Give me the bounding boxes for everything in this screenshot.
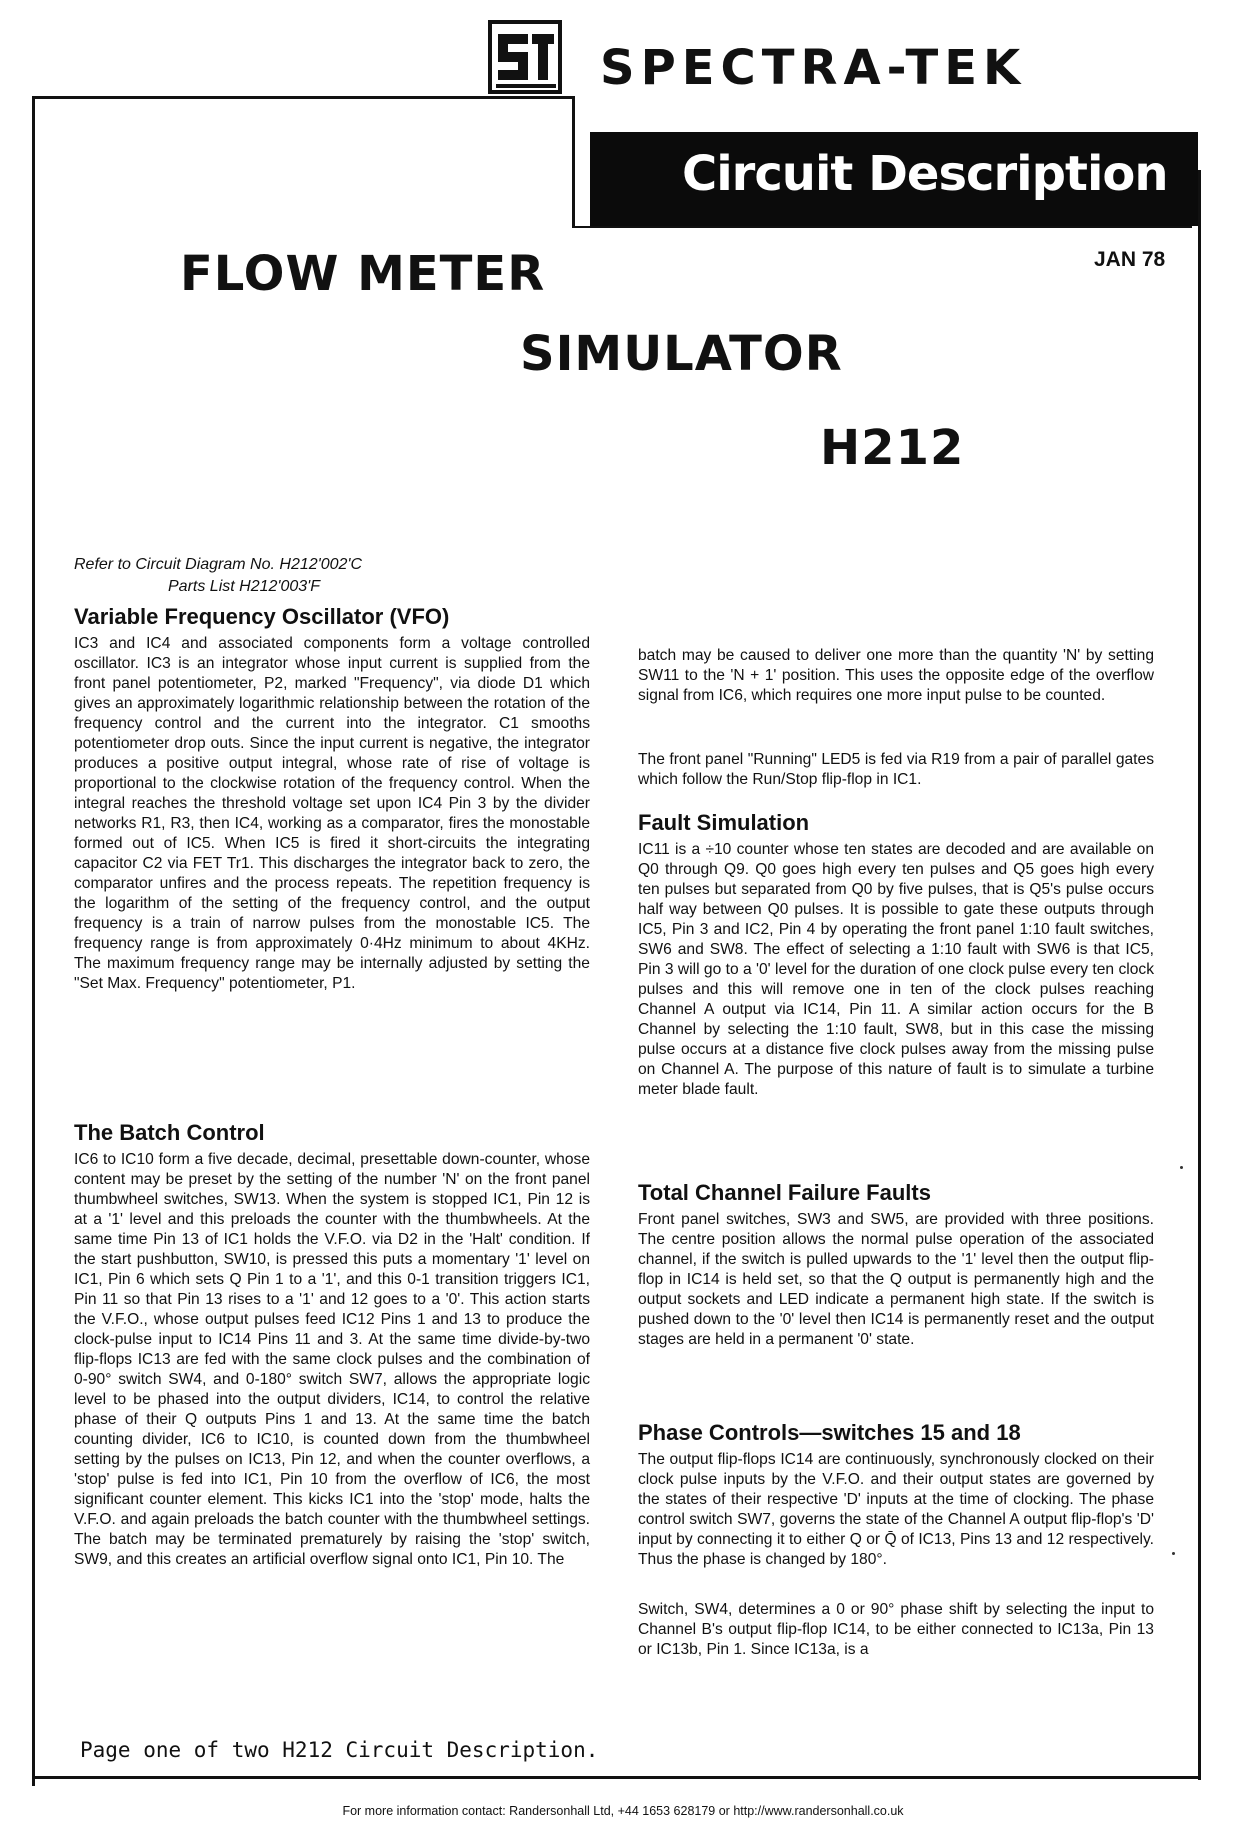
frame-border-right	[1198, 170, 1201, 1780]
page-note: Page one of two H212 Circuit Description.	[80, 1738, 599, 1762]
batch-continuation-paragraph: batch may be caused to deliver one more than the quantity 'N' by setting SW11 to the 'N + 1' position. This uses the opposite edge of the overflow signal from IC6, which requires one more input pulse to be counted.	[638, 647, 1154, 704]
phase-controls-paragraph: The output flip-flops IC14 are continuously, synchronously clocked on their clock pulse inputs by the V.F.O. and their output states are governed by the states of their respective 'D' inputs at the time of clocking. The phase control switch SW7, governs the state of the Channel A output flip-flop's 'D' input by connecting it to either Q or Q̄ of IC13, Pins 13 and 12 respectively. Thus the phase is changed by 180°.	[638, 1451, 1154, 1568]
total-failure-paragraph: Front panel switches, SW3 and SW5, are provided with three positions. The centre position allows the normal pulse operation of the associated channel, if the switch is pulled upwards to the '1' level then the output flip-flop in IC14 is held set, so that the Q output is permanently high and the output sockets and LED indicate a permanent high state. If the switch is pushed down to the '0' level then IC14 is permanently reset and the output stages are held in a permanent '0' state.	[638, 1211, 1154, 1348]
title-line-1: FLOW METER	[180, 246, 546, 302]
batch-control-heading: The Batch Control	[74, 1120, 265, 1145]
frame-border-bottom	[32, 1776, 1201, 1779]
frame-border-left	[32, 96, 35, 1786]
scan-speck	[1180, 1166, 1183, 1169]
frame-border-top	[32, 96, 572, 99]
fault-simulation-paragraph: IC11 is a ÷10 counter whose ten states are decoded and are available on Q0 through Q9. Q0 goes high every ten pulses and Q5 goes high every ten pulses but separated from Q0 by five pulses, that is Q5's pulse occurs half way between Q0 pulses. It is possible to gate these outputs through IC5, Pin 3 and IC2, Pin 4 by operating the front panel 1:10 fault switches, SW6 and SW8. The effect of selecting a 1:10 fault with SW6 is that IC5, Pin 3 will go to a '0' level for the duration of one clock pulse every ten clock pulses and this will remove one in ten of the clock pulses reaching Channel A output via IC14, Pin 11. A similar action occurs for the B Channel by selecting the 1:10 fault, SW8, but in this case the missing pulse occurs at a distance five clock pulses away from the missing pulse on Channel A. The purpose of this nature of fault is to simulate a turbine meter blade fault.	[638, 841, 1154, 1098]
phase-controls-heading: Phase Controls—switches 15 and 18	[638, 1420, 1021, 1445]
contact-line: For more information contact: Randersonhall Ltd, +44 1653 628179 or http://www.randersonhall.co.uk	[342, 1804, 904, 1818]
phase-shift-paragraph: Switch, SW4, determines a 0 or 90° phase shift by selecting the input to Channel B's output flip-flop IC14, to be either connected to IC13a, Pin 13 or IC13b, Pin 1. Since IC13a, is a	[638, 1601, 1154, 1658]
title-line-2: SIMULATOR	[520, 326, 843, 382]
spectra-tek-logo-icon	[488, 20, 562, 94]
circuit-diagram-reference: Refer to Circuit Diagram No. H212'002'C	[74, 556, 362, 573]
vfo-paragraph: IC3 and IC4 and associated components form a voltage controlled oscillator. IC3 is an integrator whose input current is supplied from the front panel potentiometer, P2, marked "Frequency", via diode D1 which gives an approximately logarithmic relationship between the rotation of the frequency control and the current into the integrator. C1 smooths potentiometer drop outs. Since the input current is negative, the integrator produces a positive output integral, whose rate of rise of voltage is proportional to the clockwise rotation of the frequency control. When the integral reaches the threshold voltage set upon IC4 Pin 3 by the divider networks R1, R3, then IC4, working as a comparator, fires the monostable formed out of IC5. When IC5 is fired it short-circuits the integrating capacitor C2 via FET Tr1. This discharges the integrator back to zero, the comparator unfires and the process repeats. The repetition frequency is the logarithm of the setting of the frequency control, and the output frequency is a train of narrow pulses from the monostable IC5. The frequency range is from approximately 0·4Hz minimum to about 4KHz. The maximum frequency range may be internally adjusted by setting the "Set Max. Frequency" potentiometer, P1.	[74, 635, 590, 992]
total-failure-heading: Total Channel Failure Faults	[638, 1180, 931, 1205]
frame-border-inner-bottom	[572, 226, 1192, 228]
document-type-banner	[590, 132, 1198, 226]
running-led-paragraph: The front panel "Running" LED5 is fed via R19 from a pair of parallel gates which follow the Run/Stop flip-flop in IC1.	[638, 751, 1154, 788]
document-date: JAN 78	[1094, 248, 1166, 271]
vfo-heading: Variable Frequency Oscillator (VFO)	[74, 604, 450, 629]
parts-list-reference: Parts List H212'003'F	[168, 578, 320, 595]
banner-title: Circuit Description	[682, 146, 1168, 202]
fault-simulation-heading: Fault Simulation	[638, 810, 810, 835]
brand-name: SPECTRA-TEK	[600, 40, 1027, 96]
scan-speck	[1172, 1552, 1175, 1555]
frame-border-inner	[572, 96, 575, 226]
batch-control-paragraph: IC6 to IC10 form a five decade, decimal, presettable down-counter, whose content may be preset by the setting of the number 'N' on the front panel thumbwheel switches, SW13. When the system is stopped IC1, Pin 12 is at a '1' level and this preloads the counter with the thumbwheels. At the same time Pin 13 of IC1 holds the V.F.O. via D2 in the 'Halt' condition. If the start pushbutton, SW10, is pressed this puts a momentary '1' level on IC1, Pin 6 which sets Q Pin 1 to a '1', and this 0-1 transition triggers IC1, Pin 11 so that Pin 13 rises to a '1' and 12 goes to a '0'. This action starts the V.F.O., whose output pulses feed IC12 Pins 1 and 13 to produce the clock-pulse input to IC14 Pins 11 and 3. At the same time divide-by-two flip-flops IC13 are fed with the same clock pulses and the combination of 0-90° switch SW4, and 0-180° switch SW7, allows the appropriate logic level to be phased into the output dividers, IC14, to control the relative phase of their Q outputs Pins 1 and 13. At the same time the batch counting divider, IC6 to IC10, is counted down from the thumbwheel setting by the pulses on IC13, Pin 12, and when the counter overflows, a 'stop' pulse is fed into IC1, Pin 10 from the overflow of IC6, the most significant counter element. This kicks IC1 into the 'stop' mode, halts the V.F.O. and again preloads the batch counter with the thumbwheel settings. The batch may be terminated prematurely by raising the 'stop' switch, SW9, and this creates an artificial overflow signal onto IC1, Pin 10. The	[74, 1151, 590, 1568]
title-line-3: H212	[820, 420, 965, 476]
